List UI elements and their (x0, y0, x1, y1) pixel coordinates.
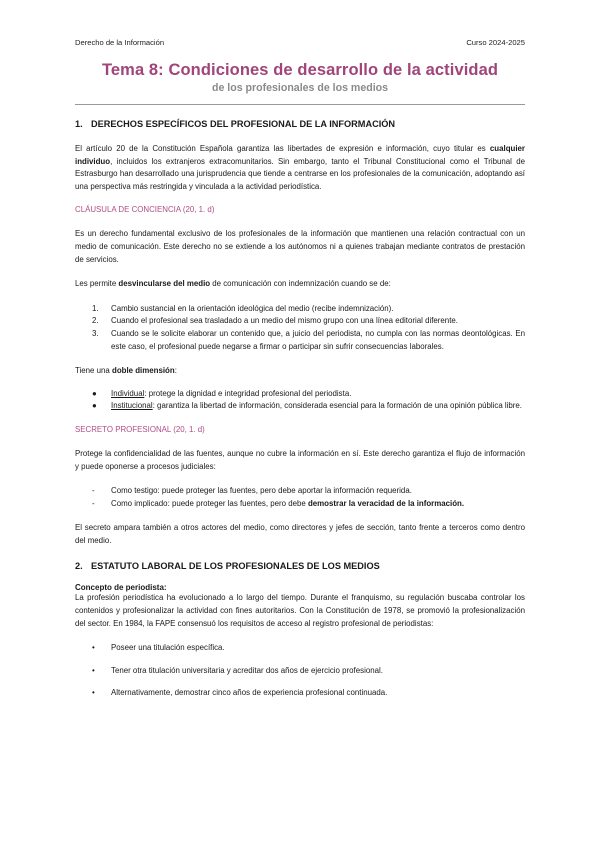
list-text: Tener otra titulación universitaria y acreditar dos años de ejercicio profesional. (111, 665, 383, 675)
list-item (75, 328, 525, 353)
dash-marker: - (92, 498, 95, 508)
text-run: : (174, 366, 177, 376)
permite-paragraph (75, 278, 525, 291)
section-title: DERECHOS ESPECÍFICOS DEL PROFESIONAL DE LA INFORMACIÓN (91, 119, 396, 129)
intro-paragraph (75, 143, 525, 193)
clausula-heading: CLÁUSULA DE CONCIENCIA (20, 1. d) (75, 205, 215, 215)
text-run: Tiene una (75, 366, 112, 376)
list-item (75, 498, 525, 511)
secreto-paragraph: Protege la confidencialidad de las fuentes, aunque no cubre la información en sí. Este derecho garantiza el flujo de información y puede oponerse a procesos judiciales: (75, 448, 525, 471)
bold-term: desvincularse del medio (118, 279, 211, 289)
list-item (75, 400, 525, 413)
title-sub: de los profesionales de los medios (211, 82, 389, 94)
list-text: Cambio sustancial en la orientación ideológica del medio (recibe indemnización). (111, 303, 394, 313)
roles-list (75, 485, 525, 510)
list-text (111, 400, 525, 413)
text-run: Les permite (75, 279, 119, 289)
bold-term: cualquier individuo (75, 144, 525, 166)
bullet-icon: • (92, 643, 95, 653)
dash-marker: - (92, 486, 95, 496)
section-number: 2. (75, 561, 83, 572)
list-text: Poseer una titulación específica. (111, 643, 225, 653)
text-run: : garantiza la libertad de información, considerada esencial para la formación de una opinión pública libre. (152, 401, 523, 411)
list-item (75, 315, 525, 328)
list-number: 3. (92, 328, 99, 338)
list-number: 1. (92, 303, 99, 313)
bullet-icon: ● (92, 388, 97, 398)
requirements-list (75, 642, 525, 700)
list-text: Alternativamente, demostrar cinco años de experiencia profesional continuada. (111, 688, 388, 698)
header-course-name: Derecho de la Información (75, 38, 165, 47)
bold-term: demostrar la veracidad de la información. (307, 498, 465, 508)
concept-heading: Concepto de periodista: (75, 583, 167, 593)
bold-term: doble dimensión (112, 366, 175, 376)
list-text: Cuando el profesional sea trasladado a un medio del mismo grupo con una línea editorial diferente. (111, 316, 458, 326)
section-number: 1. (75, 119, 83, 129)
causes-list (75, 303, 525, 353)
text-run: : protege la dignidad e integridad profesional del periodista. (144, 388, 352, 398)
list-item (75, 388, 525, 401)
doble-paragraph (75, 365, 525, 378)
text-run: , incluidos los extranjeros extracomunitarios. Sin embargo, tanto el Tribunal Constitucional como el Tribunal de Estrasburgo han desarrollado una jurisprudencia que tiende a centrarse en los profesionales de la comunicación, adoptando así una perspectiva más restringida y vinculada a la actividad periodística. (75, 156, 525, 191)
list-item (75, 303, 525, 316)
bullet-icon: • (92, 688, 95, 698)
list-text (111, 388, 525, 401)
concept-paragraph: La profesión periodística ha evolucionado a lo largo del tiempo. Durante el franquismo, su regulación buscaba controlar los contenidos y profesionalizar la actividad con fines autoritarios. Con la Constitución de 1978, se promovió la profesionalización del sector. En 1984, la FAPE consensuó los requisitos de acceso al registro profesional de periodistas: (75, 593, 525, 628)
document-title (75, 61, 525, 94)
bullet-icon: • (92, 665, 95, 675)
title-divider (75, 104, 525, 105)
clausula-paragraph: Es un derecho fundamental exclusivo de los profesionales de la información que mantienen una relación contractual con un medio de comunicación. Este derecho no se extiende a los autónomos ni a quienes trabajan mediante contratos de prestación de servicios. (75, 229, 525, 264)
underlined-term: Individual (111, 388, 145, 398)
header-course-year: Curso 2024-2025 (466, 38, 525, 47)
section-title: ESTATUTO LABORAL DE LOS PROFESIONALES DE LOS MEDIOS (91, 561, 380, 572)
text-run: de comunicación con indemnización cuando se de: (210, 279, 391, 289)
text-run: Como implicado: puede proteger las fuentes, pero debe (111, 498, 308, 508)
bullet-icon: ● (92, 401, 97, 411)
section-1-heading (75, 119, 525, 129)
text-run: El artículo 20 de la Constitución Española garantiza las libertades de expresión e información, cuyo titular es (75, 144, 490, 153)
list-text (111, 485, 525, 498)
list-item (75, 485, 525, 498)
secreto-heading: SECRETO PROFESIONAL (20, 1. d) (75, 424, 205, 434)
dimensions-list (75, 388, 525, 413)
list-number: 2. (92, 316, 99, 326)
list-item (75, 687, 525, 700)
text-run: Como testigo: puede proteger las fuentes, pero debe aportar la información requerida. (111, 486, 412, 496)
list-text (111, 498, 525, 511)
list-item (75, 665, 525, 678)
running-header (75, 38, 525, 47)
title-main: Tema 8: Condiciones de desarrollo de la actividad (101, 61, 499, 79)
list-text: Cuando se le solicite elaborar un contenido que, a juicio del periodista, no cumpla con las normas deontológicas. En este caso, el profesional puede negarse a firmar o participar sin sufrir consecuencias laborales. (111, 328, 525, 351)
secreto-closing-paragraph: El secreto ampara también a otros actores del medio, como directores y jefes de sección, tanto frente a terceros como dentro del medio. (75, 523, 525, 545)
section-2-heading (75, 561, 525, 571)
list-item (75, 642, 525, 655)
underlined-term: Institucional (111, 401, 153, 411)
